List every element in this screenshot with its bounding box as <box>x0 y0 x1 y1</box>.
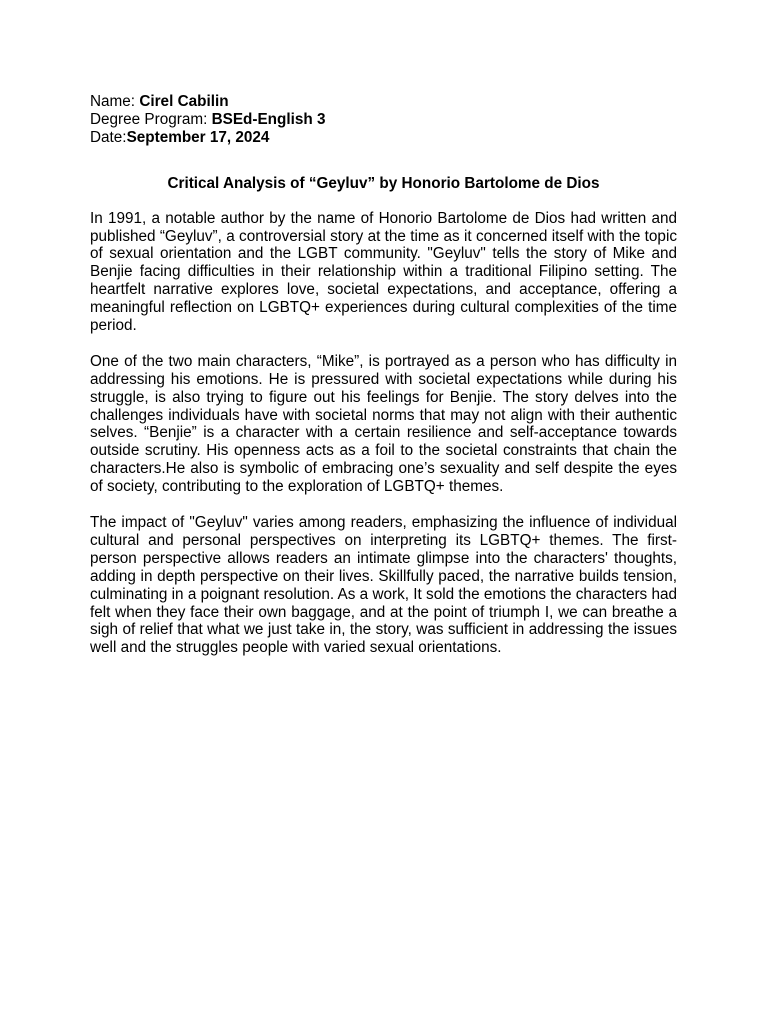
student-name: Cirel Cabilin <box>139 93 229 110</box>
body-paragraph-2: One of the two main characters, “Mike”, is portrayed as a person who has difficulty in addressing his emotions. He is pressured with societal expectations while during his struggle, is also trying to figure out his feelings for Benjie. The story delves into the challenges individuals have with societal norms that may not align with their authentic selves. “Benjie” is a character with a certain resilience and self-acceptance towards outside scrutiny. His openness acts as a foil to the societal constraints that chain the characters.He also is symbolic of embracing one’s sexuality and self despite the eyes of society, contributing to the exploration of LGBTQ+ themes. <box>90 352 677 496</box>
document-title: Critical Analysis of “Geyluv” by Honorio Bartolome de Dios <box>167 174 600 192</box>
degree-program-value: BSEd-English 3 <box>211 110 326 128</box>
name-line <box>90 93 677 111</box>
degree-program-label: Degree Program: <box>90 110 212 128</box>
document-page <box>90 93 677 657</box>
date-label: Date: <box>90 128 127 146</box>
name-label: Name: <box>90 93 140 110</box>
date-line <box>90 129 677 147</box>
date-value: September 17, 2024 <box>126 128 270 146</box>
degree-program-line <box>90 111 677 129</box>
body-paragraph-3: The impact of "Geyluv" varies among readers, emphasizing the influence of individual cultural and personal perspectives on interpreting its LGBTQ+ themes. The first-person perspective allows readers an intimate glimpse into the characters' thoughts, adding in depth perspective on their lives. Skillfully paced, the narrative builds tension, culminating in a poignant resolution. As a work, It sold the emotions the characters had felt when they face their own baggage, and at the point of triumph I, we can breathe a sigh of relief that what we just take in, the story, was sufficient in addressing the issues well and the struggles people with varied sexual orientations. <box>90 513 677 657</box>
body-paragraph-1: In 1991, a notable author by the name of Honorio Bartolome de Dios had written and published “Geyluv”, a controversial story at the time as it concerned itself with the topic of sexual orientation and the LGBT community. "Geyluv" tells the story of Mike and Benjie facing difficulties in their relationship within a traditional Filipino setting. The heartfelt narrative explores love, societal expectations, and acceptance, offering a meaningful reflection on LGBTQ+ experiences during cultural complexities of the time period. <box>90 209 677 335</box>
